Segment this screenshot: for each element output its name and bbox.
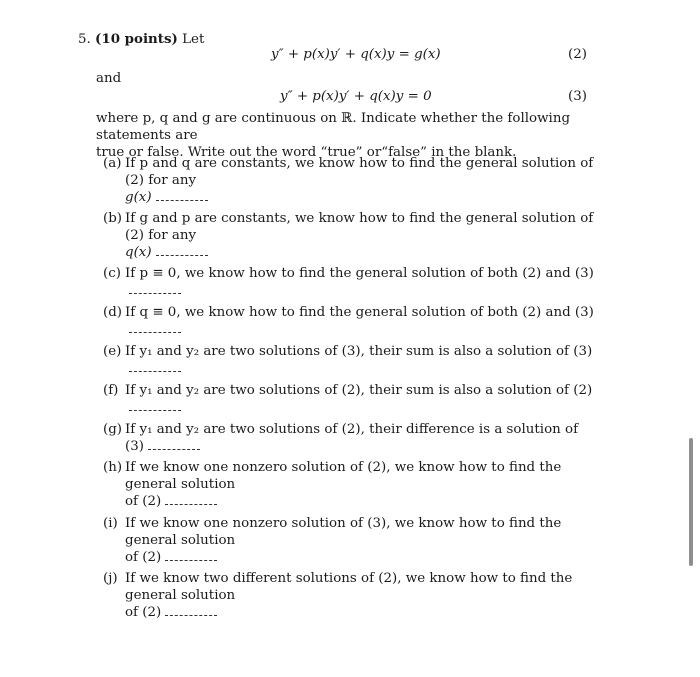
statement-text: If g and p are constants, we know how to find the general solution of (2) for any (125, 211, 594, 243)
problem-points: (10 points) (95, 31, 178, 47)
problem-number: 5. (78, 32, 91, 47)
instructions (96, 111, 599, 161)
statement-j (103, 571, 600, 620)
statement-text-cont: g(x) (125, 189, 152, 205)
instructions-line-1: where p, q and g are continuous on ℝ. Indicate whether the following statements are (96, 111, 571, 143)
statement-a (103, 156, 600, 205)
answer-blank[interactable] (165, 504, 217, 505)
statement-text-cont: of (2) (125, 604, 162, 620)
statement-text: If y₁ and y₂ are two solutions of (2), their sum is also a solution of (2) (125, 383, 593, 398)
statement-text-cont: of (2) (125, 549, 162, 565)
statement-text-cont: q(x) (125, 244, 152, 260)
connector-and: and (96, 71, 122, 86)
answer-blank[interactable] (156, 255, 208, 256)
answer-blank[interactable] (129, 293, 181, 294)
statement-label: (f) (103, 383, 119, 398)
statement-d (103, 305, 600, 322)
answer-blank[interactable] (129, 371, 181, 372)
problem-header (78, 31, 204, 49)
answer-blank[interactable] (148, 449, 200, 450)
answer-blank[interactable] (129, 332, 181, 333)
statement-text: If we know two different solutions of (2), we know how to find the general solution (125, 571, 573, 603)
equation-3: y″ + p(x)y′ + q(x)y = 0 (280, 89, 432, 104)
statement-e (103, 344, 600, 361)
statement-text: If y₁ and y₂ are two solutions of (3), their sum is also a solution of (3) (125, 344, 593, 359)
instructions-line-2: true or false. Write out the word “true” or“false” in the blank. (96, 144, 517, 160)
statement-text: If we know one nonzero solution of (3), we know how to find the general solution (125, 516, 562, 548)
answer-blank[interactable] (156, 200, 208, 201)
statement-label: (j) (103, 571, 118, 586)
statement-text: If p ≡ 0, we know how to find the general solution of both (2) and (3) (125, 266, 594, 281)
statement-label: (b) (103, 211, 123, 226)
statement-c (103, 266, 600, 283)
statement-label: (d) (103, 305, 123, 320)
problem-intro: Let (182, 32, 205, 47)
statement-label: (g) (103, 422, 123, 437)
statement-i (103, 516, 600, 565)
equation-2: y″ + p(x)y′ + q(x)y = g(x) (271, 47, 441, 62)
statement-label: (c) (103, 266, 121, 281)
statement-h (103, 460, 600, 509)
statement-f (103, 383, 600, 400)
statement-text: If q ≡ 0, we know how to find the general solution of both (2) and (3) (125, 305, 594, 320)
statement-label: (i) (103, 516, 118, 531)
statement-text: If y₁ and y₂ are two solutions of (2), their difference is a solution of (3) (125, 422, 579, 454)
statement-label: (e) (103, 344, 122, 359)
statement-text: If p and q are constants, we know how to find the general solution of (2) for any (125, 156, 594, 188)
answer-blank[interactable] (165, 615, 217, 616)
answer-blank[interactable] (165, 560, 217, 561)
scrollbar[interactable] (689, 438, 693, 566)
statement-label: (a) (103, 156, 122, 171)
statement-b (103, 211, 600, 260)
statement-text-cont: of (2) (125, 493, 162, 509)
equation-3-label: (3) (568, 89, 587, 104)
statement-g (103, 422, 600, 454)
statement-text: If we know one nonzero solution of (2), we know how to find the general solution (125, 460, 562, 492)
answer-blank[interactable] (129, 410, 181, 411)
equation-2-label: (2) (568, 47, 587, 62)
statement-label: (h) (103, 460, 123, 475)
